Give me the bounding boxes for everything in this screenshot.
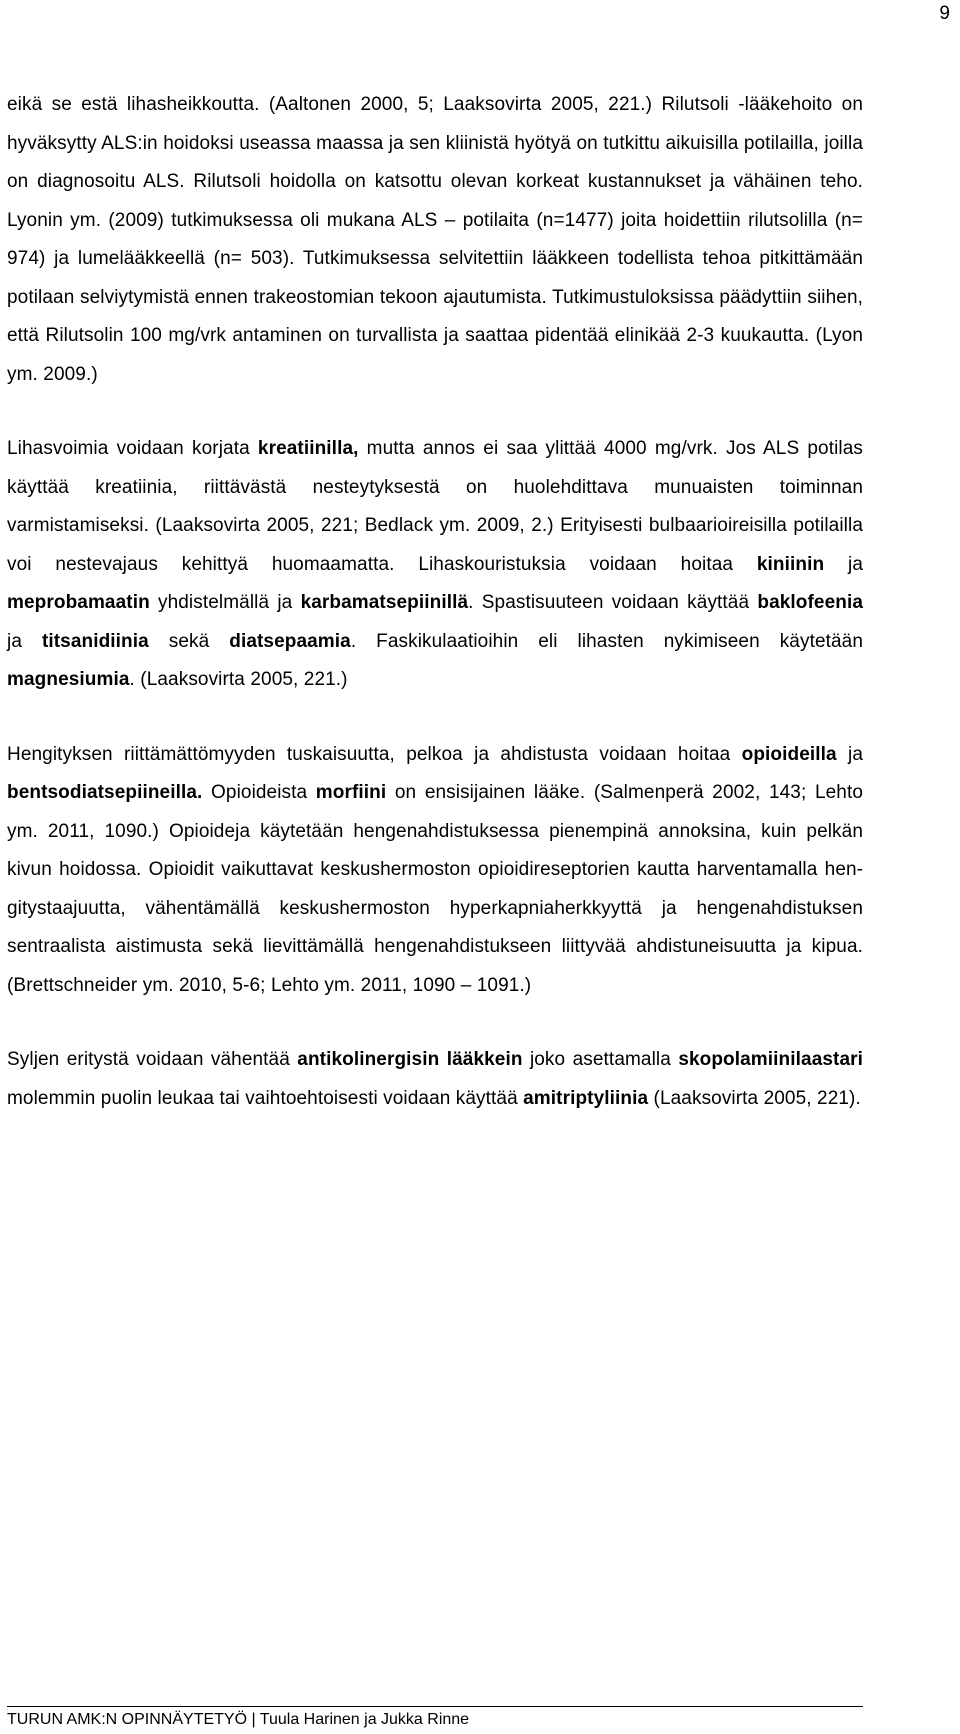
paragraph-rilutsoli	[7, 86, 863, 394]
bold-term: kiniinin	[756, 553, 825, 575]
bold-term: morfiini	[315, 782, 387, 803]
paragraph-syljen-eritys	[7, 1041, 863, 1118]
text-run: ja	[836, 743, 863, 765]
bold-term: skopolamiinilaastari	[678, 1049, 863, 1070]
bold-term: antikolinergisin lääkkein	[297, 1049, 523, 1070]
text-run: . (Laaksovirta 2005, 221.)	[129, 669, 348, 690]
text-run: . Faskikulaatioihin eli lihasten nykimiseen käytetään	[350, 630, 863, 652]
bold-term: diatsepaamia	[229, 630, 351, 652]
bold-term: titsanidiinia	[41, 630, 149, 652]
text-run: molemmin puolin leukaa tai vaihtoehtoisesti voidaan käyttää	[7, 1087, 524, 1109]
text-run: (Laaksovirta 2005, 221).	[648, 1087, 861, 1109]
bold-term: opioideilla	[741, 743, 837, 765]
text-run: mutta annos ei saa ylittää 4000 mg/vrk. Jos ALS potilas käyttää kreatiinia, riittävästä nesteytyksestä on huolehdittava munuaisten toiminnan varmistamiseksi. (Laaksovirta 2005, 221; Bedlack ym. 2009, 2.) Erityisesti bulbaarioireisilla potilailla voi nestevajaus kehittyä huomaamatta. Lihaskouristuksia voidaan hoitaa	[7, 438, 864, 575]
paragraph-hengitys	[7, 736, 863, 1006]
text-run: Opioideista	[202, 782, 316, 803]
text-run: Hengityksen riittämättömyyden tuskaisuutta, pelkoa ja ahdistusta voidaan hoitaa	[7, 743, 742, 765]
bold-term: magnesiumia	[7, 669, 130, 690]
text-run: ja	[7, 630, 42, 652]
text-run: ja	[824, 553, 863, 575]
text-run: Lihasvoimia voidaan korjata	[7, 438, 258, 459]
paragraph-lihasvoimia	[7, 430, 863, 700]
text-run: Syljen eritystä voidaan vähentää	[7, 1049, 298, 1070]
bold-term: meprobamaatin	[7, 592, 150, 613]
bold-term: bentsodiatsepiineilla.	[7, 782, 203, 803]
bold-term: karbamatsepiinillä	[300, 592, 469, 613]
text-run: joko asettamalla	[522, 1049, 679, 1070]
text-run: yhdistelmällä ja	[149, 592, 301, 613]
footer-divider	[7, 1706, 863, 1707]
text-run: eikä se estä lihasheikkoutta. (Aaltonen 2000, 5; Laaksovirta 2005, 221.) Rilutsoli -lääkehoito on hyväksytty ALS:in hoidoksi useassa maassa ja sen kliinistä hyötyä on tutkittu aikuisilla potilailla, joilla on diagnosoitu ALS. Rilutsoli hoidolla on katsottu olevan korkeat kustannukset ja vähäinen teho. Lyonin ym. (2009) tutkimuksessa oli mukana ALS – potilaita (n=1477) joita hoidettiin rilutsolilla (n= 974) ja lumelääkkeellä (n= 503). Tutkimuksessa selvitettiin lääkkeen todellista tehoa pitkittämään potilaan selviytymistä ennen trakeostomian tekoon ajautumista. Tutkimustuloksissa päädyttiin siihen, että Rilutsolin 100 mg/vrk antaminen on turvallista ja saattaa pidentää elinikää 2-3 kuukautta. (Lyon ym. 2009.)	[7, 94, 863, 385]
text-run: sekä	[148, 630, 230, 652]
page-footer: TURUN AMK:N OPINNÄYTETYÖ | Tuula Harinen ja Jukka Rinne	[7, 1711, 470, 1728]
text-run: . Spastisuuteen voidaan käyttää	[468, 592, 758, 613]
bold-term: kreatiinilla,	[257, 438, 359, 459]
page-number: 9	[939, 3, 950, 24]
document-body	[7, 86, 863, 1154]
bold-term: baklofeenia	[757, 592, 864, 613]
text-run: on ensisijainen lääke. (Salmenperä 2002, 143; Lehto ym. 2011, 1090.) Opioideja käytetään hengenahdistuksessa pienempinä annoksina, kuin pelkän kivun hoidossa. Opioidit vaikuttavat keskushermoston opioidireseptorien kautta harventamalla hengitystaajuutta, vähentämällä keskushermoston hyperkapniaherkkyyttä ja hengenahdistuksen sentraalista aistimusta sekä lievittämällä hengenahdistukseen liittyvää ahdistuneisuutta ja kipua. (Brettschneider ym. 2010, 5-6; Lehto ym. 2011, 1090 – 1091.)	[7, 782, 863, 996]
bold-term: amitriptyliinia	[523, 1087, 649, 1109]
